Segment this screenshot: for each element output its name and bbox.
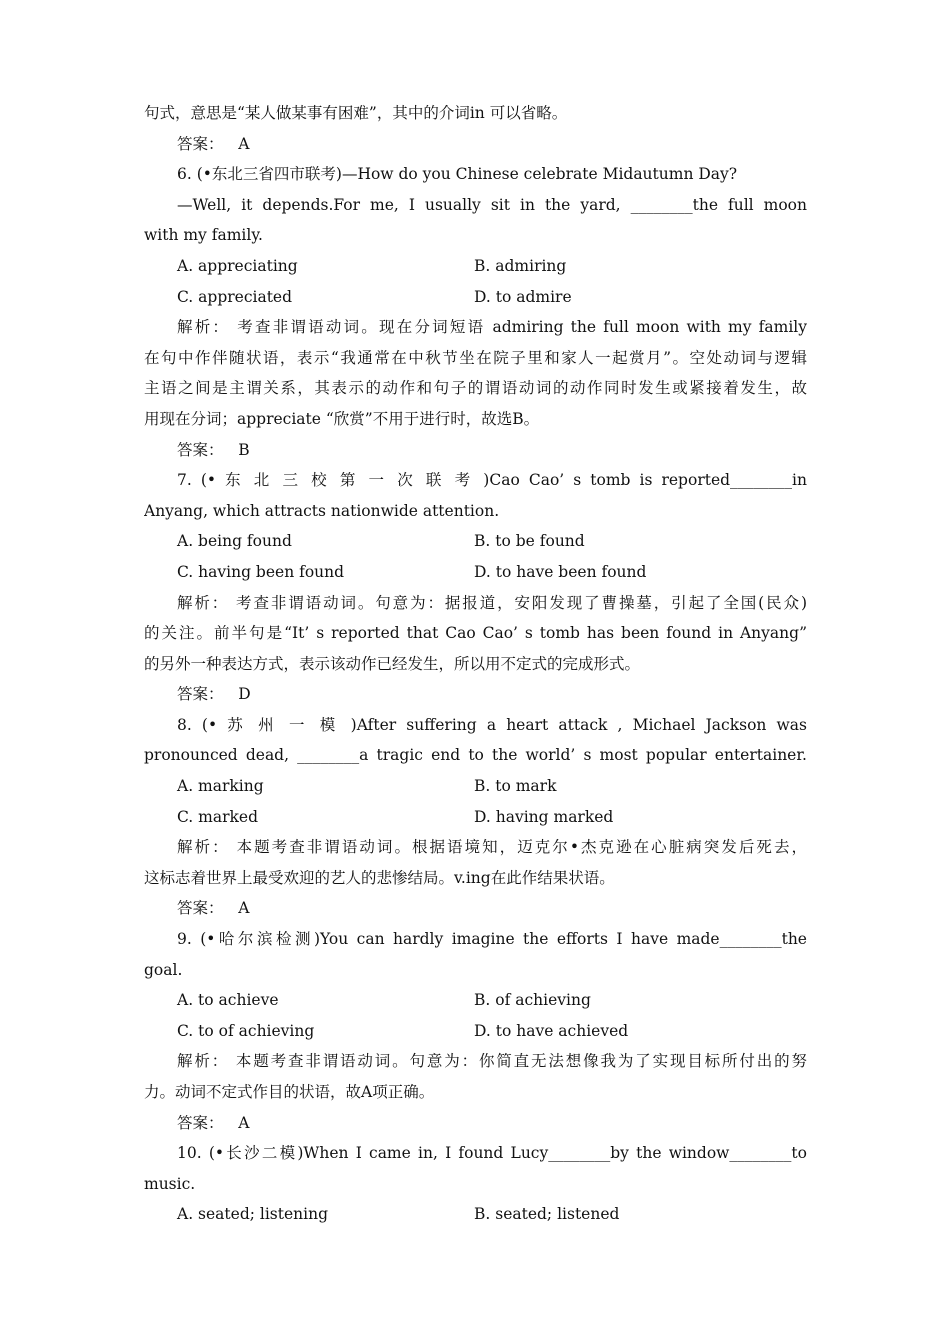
question-10 xyxy=(144,1138,807,1230)
intro-answer: 答案： A xyxy=(177,134,250,153)
question-stem-line: Anyang, which attracts nationwide attention. xyxy=(144,501,500,520)
option-row xyxy=(144,251,807,282)
option-c: C. having been found xyxy=(177,562,345,581)
option-b: B. seated; listened xyxy=(474,1205,620,1224)
question-9 xyxy=(144,924,807,1138)
analysis-line: 解析： 考查非谓语动词。句意为：据报道，安阳发现了曹操墓，引起了全国(民众) xyxy=(177,593,807,612)
option-row xyxy=(144,985,807,1016)
analysis-line: 这标志着世界上最受欢迎的艺人的悲惨结局。v.ing在此作结果状语。 xyxy=(144,868,615,887)
option-b: B. to mark xyxy=(474,777,557,796)
option-row xyxy=(144,557,807,588)
question-6 xyxy=(144,159,807,465)
question-stem-line: music. xyxy=(144,1174,196,1193)
option-a: A. marking xyxy=(177,777,264,796)
option-a: A. appreciating xyxy=(177,256,298,275)
option-b: B. of achieving xyxy=(474,991,591,1010)
option-c: C. to of achieving xyxy=(177,1021,315,1040)
question-stem-line: 10. (•长沙二模)When I came in, I found Lucy________by the window________to xyxy=(177,1144,807,1163)
answer-line: 答案： D xyxy=(177,685,251,704)
question-stem-line: —Well, it depends.For me, I usually sit in the yard, ________the full moon xyxy=(177,195,807,214)
option-row xyxy=(144,802,807,833)
analysis-line: 解析： 本题考查非谓语动词。根据语境知，迈克尔•杰克逊在心脏病突发后死去， xyxy=(177,838,807,857)
option-c: C. marked xyxy=(177,807,258,826)
option-row xyxy=(144,771,807,802)
option-row xyxy=(144,282,807,313)
option-row xyxy=(144,526,807,557)
question-stem-line: 7. (• 东 北 三 校 第 一 次 联 考 )Cao Cao’ s tomb is reported________in xyxy=(177,471,807,490)
analysis-line: 主语之间是主谓关系，其表示的动作和句子的谓语动词的动作同时发生或紧接着发生，故 xyxy=(144,379,807,398)
intro-text: 句式，意思是“某人做某事有困难”，其中的介词in 可以省略。 xyxy=(144,104,568,122)
question-stem-line: goal. xyxy=(144,960,183,979)
document-content xyxy=(144,98,807,1230)
analysis-line: 力。动词不定式作目的状语，故A项正确。 xyxy=(144,1083,435,1101)
option-c: C. appreciated xyxy=(177,287,293,306)
question-stem-line: pronounced dead, ________a tragic end to the world’ s most popular entertainer. xyxy=(144,746,807,765)
analysis-line: 的关注。前半句是“It’ s reported that Cao Cao’ s tomb has been found in Anyang” xyxy=(144,624,807,643)
question-stem-line: with my family. xyxy=(144,226,263,245)
answer-line: 答案： A xyxy=(177,899,250,918)
option-b: B. admiring xyxy=(474,256,567,275)
option-row xyxy=(144,1199,807,1230)
analysis-line: 在句中作伴随状语，表示“我通常在中秋节坐在院子里和家人一起赏月”。空处动词与逻辑 xyxy=(144,348,807,367)
analysis-line: 的另外一种表达方式，表示该动作已经发生，所以用不定式的完成形式。 xyxy=(144,654,641,673)
question-stem-line: 6. (•东北三省四市联考)—How do you Chinese celebrate Midautumn Day? xyxy=(177,165,738,184)
question-8 xyxy=(144,710,807,924)
analysis-line: 解析： 考查非谓语动词。现在分词短语 admiring the full moon with my family xyxy=(177,318,807,337)
option-d: D. having marked xyxy=(474,807,614,826)
option-row xyxy=(144,1016,807,1047)
question-7 xyxy=(144,465,807,710)
option-a: A. seated; listening xyxy=(177,1205,329,1224)
question-stem-line: 8. (• 苏 州 一 模 )After suffering a heart attack , Michael Jackson was xyxy=(177,715,807,734)
option-d: D. to have achieved xyxy=(474,1021,629,1040)
option-d: D. to have been found xyxy=(474,562,647,581)
analysis-line: 用现在分词；appreciate “欣赏”不用于进行时，故选B。 xyxy=(144,409,540,428)
option-b: B. to be found xyxy=(474,532,585,551)
option-d: D. to admire xyxy=(474,287,572,306)
analysis-line: 解析： 本题考查非谓语动词。句意为：你简直无法想像我为了实现目标所付出的努 xyxy=(177,1052,807,1071)
answer-line: 答案： A xyxy=(177,1113,250,1132)
question-stem-line: 9. (•哈尔滨检测)You can hardly imagine the efforts I have made________the xyxy=(177,930,807,949)
option-a: A. being found xyxy=(177,532,292,551)
option-a: A. to achieve xyxy=(177,991,279,1010)
answer-line: 答案： B xyxy=(177,440,250,459)
